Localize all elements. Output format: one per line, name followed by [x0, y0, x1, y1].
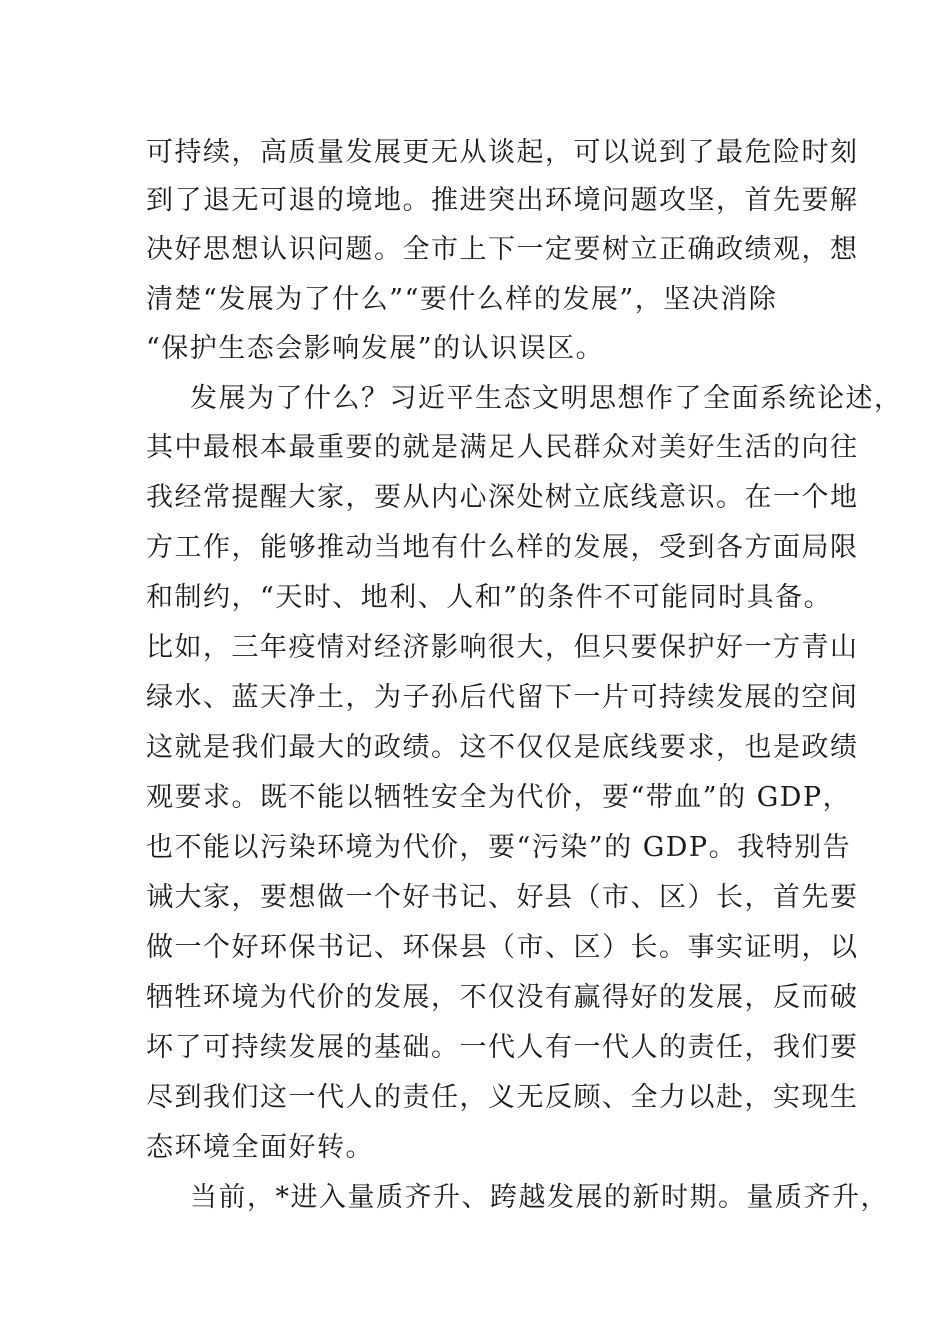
text-line-5: “保护生态会影响发展”的认识误区。 — [146, 333, 605, 364]
text-line-13: 这就是我们最大的政绩。这不仅仅是底线要求，也是政绩 — [146, 732, 859, 763]
text-line-10: 和制约，“天时、地利、人和”的条件不可能同时具备。 — [146, 582, 833, 613]
text-line-2: 到了退无可退的境地。推进突出环境问题攻坚，首先要解 — [146, 185, 859, 216]
paragraph-start-line: 当前，*进入量质齐升、跨越发展的新时期。量质齐升， — [190, 1182, 889, 1213]
text-line-11: 比如，三年疫情对经济影响很大，但只要保护好一方青山 — [146, 632, 859, 663]
text-line-20: 尽到我们这一代人的责任，义无反顾、全力以赴，实现生 — [146, 1082, 859, 1113]
paragraph-start-line: 发展为了什么？习近平生态文明思想作了全面系统论述， — [190, 383, 903, 414]
text-line-17: 做一个好环保书记、环保县（市、区）长。事实证明，以 — [146, 932, 859, 963]
text-line-8: 我经常提醒大家，要从内心深处树立底线意识。在一个地 — [146, 482, 859, 513]
text-line-18: 牺牲环境为代价的发展，不仅没有赢得好的发展，反而破 — [146, 982, 859, 1013]
text-line-1: 可持续，高质量发展更无从谈起，可以说到了最危险时刻 — [146, 137, 859, 168]
text-line-14: 观要求。既不能以牺牲安全为代价，要“带血”的 GDP， — [146, 782, 852, 813]
text-line-7: 其中最根本最重要的就是满足人民群众对美好生活的向往 — [146, 432, 859, 463]
text-line-3: 决好思想认识问题。全市上下一定要树立正确政绩观，想 — [146, 234, 859, 265]
text-line-12: 绿水、蓝天净土，为子孙后代留下一片可持续发展的空间 — [146, 682, 859, 713]
text-line-15: 也不能以污染环境为代价，要“污染”的 GDP。我特别告 — [146, 832, 852, 863]
text-line-21: 态环境全面好转。 — [146, 1132, 374, 1163]
text-line-9: 方工作，能够推动当地有什么样的发展，受到各方面局限 — [146, 532, 859, 563]
text-line-16: 诫大家，要想做一个好书记、好县（市、区）长，首先要 — [146, 882, 859, 913]
text-line-19: 坏了可持续发展的基础。一代人有一代人的责任，我们要 — [146, 1032, 859, 1063]
text-line-4: 清楚“发展为了什么”“要什么样的发展”，坚决消除 — [146, 284, 778, 315]
